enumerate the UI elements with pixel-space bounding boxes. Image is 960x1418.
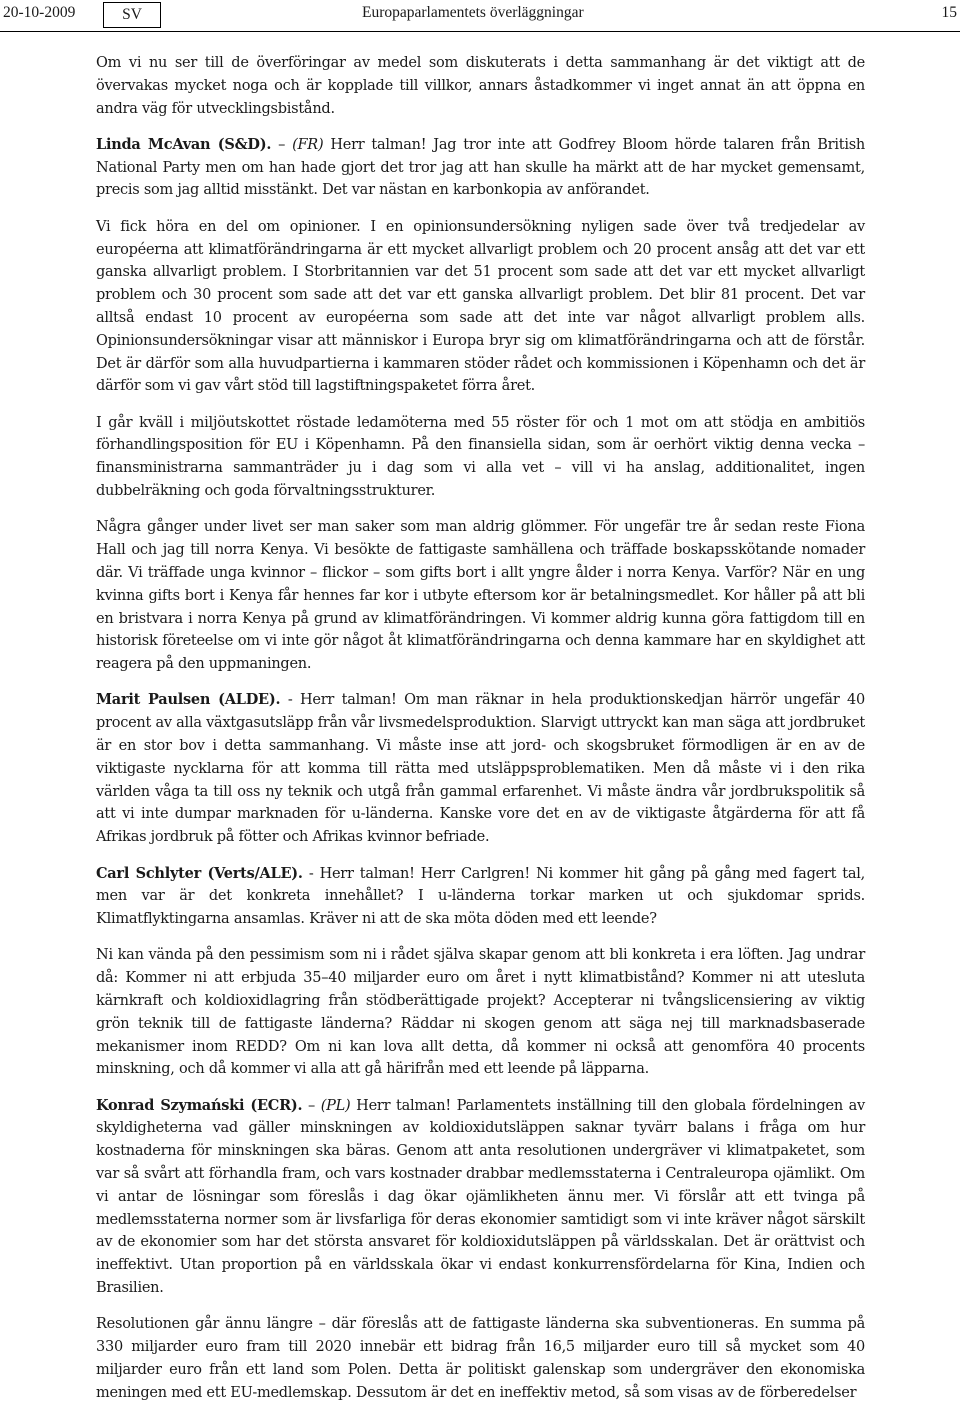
header-date: 20-10-2009 <box>3 4 76 21</box>
page-number: 15 <box>941 4 957 21</box>
speaker-name-schlyter: Carl Schlyter (Verts/ALE). <box>96 864 303 882</box>
language-code: (FR) <box>292 136 324 153</box>
speech-text: - Herr talman! Herr Carlgren! Ni kommer hit gång på gång med fagert tal, men var är det konkreta innehållet? I u-länderna torkar marken ut och sjukdomar sprids. Klimatflyktingarna ansamlas. Kräver ni att de ska möta döden med ett leende? <box>96 865 866 928</box>
paragraph-10: Resolutionen går ännu längre – där föreslås att de fattigaste länderna ska subventioneras. En summa på 330 miljarder euro fram till 2020 innebär ett bidrag från 16,5 miljarder euro till så mycket som 40 miljarder euro från ett land som Polen. Detta är politiskt galenskap som undergräver den ekonomiska meningen med ett EU-medlemskap. Dessutom är det en ineffektiv metod, så som visas av de förberedelser <box>96 1316 865 1401</box>
paragraph-szymanski <box>96 1095 865 1300</box>
paragraph-1: Om vi nu ser till de överföringar av medel som diskuterats i detta sammanhang är det viktigt att de övervakas mycket noga och är kopplade till villkor, annars åstadkommer vi inget annat än att öppna en andra väg för utvecklingsbistånd. <box>96 55 865 117</box>
speaker-name-szymanski: Konrad Szymański (ECR). <box>96 1096 303 1114</box>
speech-text: Herr talman! Jag tror inte att Godfrey Bloom hörde talaren från British National Party men om han hade gjort det tror jag att han skulle ha märkt att de har mycket gemensamt, precis som jag alltid misstänkt. Det var nästan en karbonkopia av anförandet. <box>96 136 865 199</box>
speaker-name-paulsen: Marit Paulsen (ALDE). <box>96 691 281 709</box>
language-badge: SV <box>103 2 161 28</box>
paragraph-8: Ni kan vända på den pessimism som ni i rådet själva skapar genom att bli konkreta i era löften. Jag undrar då: Kommer ni att erbjuda 35–40 miljarder euro om året i nytt klimatbistånd? Kommer ni att utesluta kärnkraft och koldioxidlagring från stödberättigade projekt? Accepterar ni tvångslicensiering av viktig grön teknik till de fattigaste länderna? Räddar ni skogen genom att säga nej till marknadsbaserade mekanismer inom REDD? Om ni kan lova allt detta, då kommer ni också att genomföra 40 procents minskning, och då kommer vi alla att gå härifrån med ett leende på läpparna. <box>96 947 865 1078</box>
paragraph-schlyter <box>96 863 865 931</box>
paragraph-paulsen <box>96 689 865 849</box>
document-body <box>96 52 865 1418</box>
speaker-name-mcavan: Linda McAvan (S&D). <box>96 135 272 153</box>
language-code: (PL) <box>320 1097 351 1114</box>
paragraph-3: Vi fick höra en del om opinioner. I en opinionsundersökning nyligen sade över två tredjedelar av européerna att klimatförändringarna är ett mycket allvarligt problem och 20 procent ansåg att det var ett ganska allvarligt problem. I Storbritannien var det 51 procent som sade att det var ett mycket allvarligt problem och 30 procent som sade att det var ett ganska allvarligt problem. Det blir 81 procent. Det var alltså endast 10 procent av européerna som sade att det inte var något allvarligt problem alls. Opinionsundersökningar visar att människor i Europa bryr sig om klimatförändringarna och att de förstår. Det är därför som alla huvudpartierna i kammaren stöder rådet och kommissionen i Köpenhamn och det är därför som vi gav vårt stöd till lagstiftningspaketet förra året. <box>96 218 865 395</box>
page-header <box>0 0 960 32</box>
document-title: Europaparlamentets överläggningar <box>362 4 584 21</box>
paragraph-5: Några gånger under livet ser man saker som man aldrig glömmer. För ungefär tre år sedan reste Fiona Hall och jag till norra Kenya. Vi besökte de fattigaste samhällena och träffade boskapsskötande nomader där. Vi träffade unga kvinnor – flickor – som gifts bort i allt yngre ålder i norra Kenya. Varför? När en ung kvinna gifts bort i Kenya får hennes far kor i utbyte eftersom kor är betalningsmedlet. Kor håller på att bli en bristvara i norra Kenya på grund av klimatförändringen. Vi kommer aldrig kunna göra fattigdom till en historisk företeelse om vi inte gör något åt klimatförändringarna och denna kammare har en skyldighet att reagera på den uppmaningen. <box>96 519 865 673</box>
dash: – <box>271 136 293 153</box>
speech-text: - Herr talman! Om man räknar in hela produktionskedjan härrör ungefär 40 procent av alla växtgasutsläpp från vår livsmedelsproduktion. Slarvigt uttryckt kan man säga att jordbruket är en stor bov i detta sammanhang. Vi måste inse att jord- och skogsbruket förmodligen är en av de viktigaste nycklarna för att komma till rätta med utsläppsproblematiken. Men då måste vi i den rika världen våga ta till oss ny teknik och utgå från gammal erfarenhet. Vi måste ändra vår jordbrukspolitik så att vi inte dumpar marknaden för u-länderna. Kanske vore det en av de viktigaste åtgärderna för att få Afrikas jordbruk på fötter och Afrikas kvinnor befriade. <box>96 692 866 846</box>
speech-text: Herr talman! Parlamentets inställning till den globala fördelningen av skyldigheterna vad gäller minskningen av koldioxidutsläppen saknar tyvärr balans i fråga om hur kostnaderna för minskningen ska bäras. Genom att anta resolutionen undergräver vi klimatpaketet, som var så svårt att förhandla fram, och vars kostnader drabbar medlemsstaterna i Centraleuropa ojämlikt. Om vi antar de lösningar som föreslås i dag ökar ojämlikheten ännu mer. Vi förslår att ett tvinga på medlemsstaterna normer som är livsfarliga för deras ekonomier samtidigt som vi inte kräver något särskilt av de ekonomier som har det största ansvaret för koldioxidutsläppen på världsskalan. Det är orättvist och ineffektivt. Utan proportion på en världsskala ökar vi endast konkurrensfördelarna för Kina, Indien och Brasilien. <box>96 1097 865 1297</box>
dash: – <box>302 1097 321 1114</box>
paragraph-4: I går kväll i miljöutskottet röstade ledamöterna med 55 röster för och 1 mot om att stödja en ambitiös förhandlingsposition för EU i Köpenhamn. På den finansiella sidan, som är oerhört viktig denna vecka – finansministrarna sammanträder ju i dag som vi alla vet – vill vi ha anslag, additionalitet, ingen dubbelräkning och goda förvaltningsstrukturer. <box>96 414 865 500</box>
paragraph-mcavan <box>96 134 865 202</box>
